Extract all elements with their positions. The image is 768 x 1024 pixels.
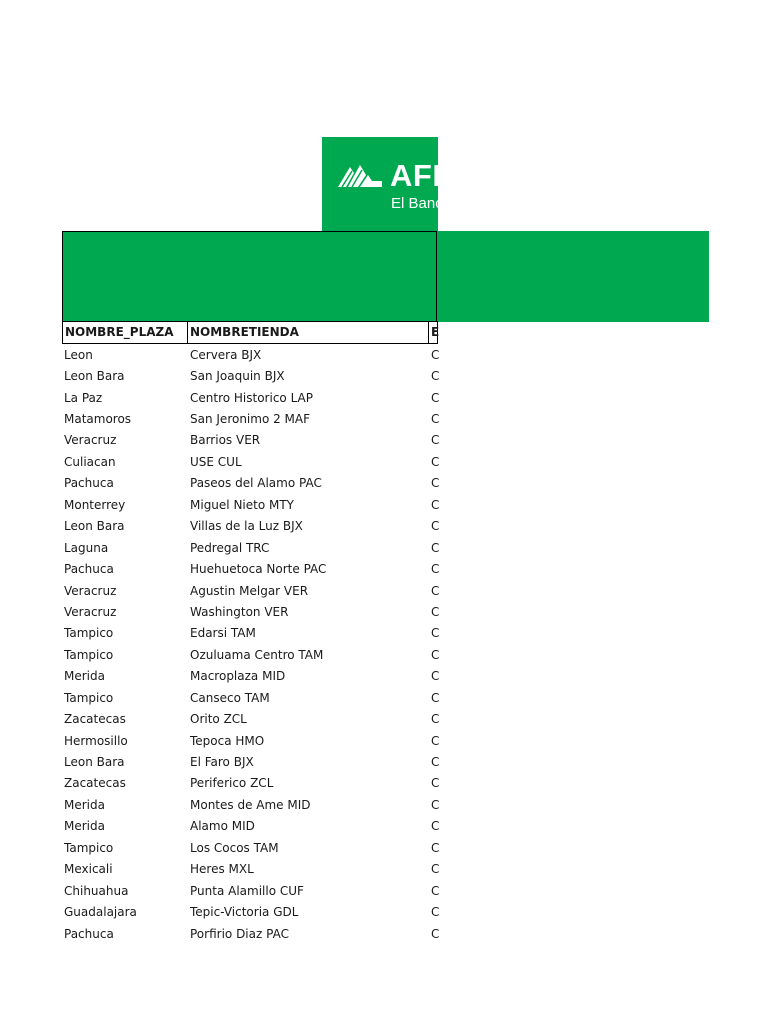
cell-truncated: C — [431, 454, 440, 469]
cell-nombretienda: Washington VER — [190, 604, 289, 619]
column-header-nombretienda: NOMBRETIENDA — [188, 322, 429, 343]
cell-nombretienda: Periferico ZCL — [190, 776, 274, 791]
cell-truncated: C — [431, 776, 440, 791]
table-row — [62, 773, 438, 794]
table-row — [62, 816, 438, 837]
cell-nombre-plaza: Matamoros — [64, 412, 132, 427]
afirme-logo-icon — [336, 159, 384, 189]
cell-nombre-plaza: Merida — [64, 669, 105, 684]
table-row — [62, 730, 438, 751]
cell-nombretienda: Porfirio Diaz PAC — [190, 926, 289, 941]
cell-nombre-plaza: Monterrey — [64, 497, 126, 512]
cell-truncated: C — [431, 883, 440, 898]
cell-nombretienda: Montes de Ame MID — [190, 797, 311, 812]
cell-nombretienda: El Faro BJX — [190, 755, 254, 770]
table-row — [62, 558, 438, 579]
cell-nombretienda: Macroplaza MID — [190, 669, 286, 684]
cell-nombre-plaza: Hermosillo — [64, 733, 128, 748]
cell-nombre-plaza: La Paz — [64, 390, 103, 405]
table-row — [62, 666, 438, 687]
cell-nombretienda: Tepic-Victoria GDL — [190, 905, 299, 920]
table-row — [62, 408, 438, 429]
cell-truncated: C — [431, 862, 440, 877]
table-row — [62, 859, 438, 880]
cell-truncated: C — [431, 626, 440, 641]
cell-truncated: C — [431, 712, 440, 727]
cell-nombretienda: Agustin Melgar VER — [190, 583, 309, 598]
table-row — [62, 837, 438, 858]
cell-truncated: C — [431, 476, 440, 491]
table-row — [62, 516, 438, 537]
cell-truncated: C — [431, 497, 440, 512]
brand-name: AFIRME — [390, 158, 512, 193]
table-row — [62, 880, 438, 901]
cell-nombre-plaza: Veracruz — [64, 604, 117, 619]
brand-logo — [322, 137, 541, 231]
table-row — [62, 365, 438, 386]
table-row — [62, 451, 438, 472]
cell-nombre-plaza: Laguna — [64, 540, 109, 555]
cell-nombre-plaza: Pachuca — [64, 562, 114, 577]
table-row — [62, 430, 438, 451]
cell-nombre-plaza: Leon Bara — [64, 755, 125, 770]
cell-nombretienda: Alamo MID — [190, 819, 255, 834]
cell-nombre-plaza: Veracruz — [64, 583, 117, 598]
table-row — [62, 751, 438, 772]
cell-nombre-plaza: Pachuca — [64, 476, 114, 491]
cell-truncated: C — [431, 604, 440, 619]
table-row — [62, 794, 438, 815]
cell-truncated: C — [431, 433, 440, 448]
cell-truncated: C — [431, 369, 440, 384]
cell-nombretienda: Cervera BJX — [190, 347, 262, 362]
cell-nombre-plaza: Veracruz — [64, 433, 117, 448]
cell-nombretienda: Punta Alamillo CUF — [190, 883, 304, 898]
cell-nombre-plaza: Zacatecas — [64, 712, 126, 727]
cell-nombre-plaza: Tampico — [64, 647, 114, 662]
table-row — [62, 644, 438, 665]
cell-truncated: C — [431, 755, 440, 770]
cell-nombretienda: Huehuetoca Norte PAC — [190, 562, 327, 577]
cell-nombretienda: Miguel Nieto MTY — [190, 497, 295, 512]
cell-nombretienda: USE CUL — [190, 454, 242, 469]
cell-nombretienda: Paseos del Alamo PAC — [190, 476, 322, 491]
table-body — [62, 344, 438, 944]
cell-nombre-plaza: Tampico — [64, 626, 114, 641]
cell-nombretienda: Tepoca HMO — [190, 733, 265, 748]
brand-tagline: El Banco de la Familia — [391, 195, 541, 212]
header-banner-border — [62, 231, 437, 321]
cell-nombretienda: Heres MXL — [190, 862, 254, 877]
cell-nombretienda: San Jeronimo 2 MAF — [190, 412, 311, 427]
cell-truncated: C — [431, 926, 440, 941]
table-row — [62, 901, 438, 922]
cell-truncated: C — [431, 905, 440, 920]
cell-nombre-plaza: Tampico — [64, 690, 114, 705]
table-header — [62, 321, 438, 344]
table-row — [62, 687, 438, 708]
cell-nombretienda: Centro Historico LAP — [190, 390, 313, 405]
cell-truncated: C — [431, 562, 440, 577]
cell-truncated: C — [431, 797, 440, 812]
table-row — [62, 537, 438, 558]
cell-nombretienda: Ozuluama Centro TAM — [190, 647, 324, 662]
cell-nombre-plaza: Leon Bara — [64, 369, 125, 384]
cell-truncated: C — [431, 347, 440, 362]
cell-nombretienda: Villas de la Luz BJX — [190, 519, 303, 534]
cell-nombre-plaza: Culiacan — [64, 454, 116, 469]
cell-nombre-plaza: Chihuahua — [64, 883, 129, 898]
table-row — [62, 344, 438, 365]
table-row — [62, 708, 438, 729]
cell-nombre-plaza: Merida — [64, 797, 105, 812]
cell-nombre-plaza: Leon Bara — [64, 519, 125, 534]
cell-nombretienda: Los Cocos TAM — [190, 840, 279, 855]
cell-truncated: C — [431, 819, 440, 834]
table-row — [62, 623, 438, 644]
cell-nombre-plaza: Guadalajara — [64, 905, 137, 920]
cell-truncated: C — [431, 647, 440, 662]
cell-nombretienda: Edarsi TAM — [190, 626, 256, 641]
cell-nombretienda: San Joaquin BJX — [190, 369, 285, 384]
cell-truncated: C — [431, 690, 440, 705]
table-row — [62, 580, 438, 601]
cell-truncated: C — [431, 669, 440, 684]
column-header-nombre-plaza: NOMBRE_PLAZA — [63, 322, 188, 343]
spreadsheet-table — [62, 321, 438, 944]
cell-truncated: C — [431, 519, 440, 534]
cell-nombre-plaza: Tampico — [64, 840, 114, 855]
cell-nombretienda: Canseco TAM — [190, 690, 270, 705]
cell-truncated: C — [431, 540, 440, 555]
table-row — [62, 494, 438, 515]
table-row — [62, 387, 438, 408]
cell-nombretienda: Orito ZCL — [190, 712, 247, 727]
column-header-truncated: E — [431, 325, 440, 339]
cell-nombre-plaza: Pachuca — [64, 926, 114, 941]
table-row — [62, 473, 438, 494]
cell-nombre-plaza: Zacatecas — [64, 776, 126, 791]
cell-nombre-plaza: Mexicali — [64, 862, 113, 877]
cell-nombretienda: Pedregal TRC — [190, 540, 270, 555]
table-row — [62, 923, 438, 944]
cell-truncated: C — [431, 390, 440, 405]
cell-truncated: C — [431, 733, 440, 748]
cell-nombre-plaza: Leon — [64, 347, 93, 362]
table-row — [62, 601, 438, 622]
cell-nombretienda: Barrios VER — [190, 433, 261, 448]
cell-truncated: C — [431, 840, 440, 855]
cell-truncated: C — [431, 412, 440, 427]
cell-nombre-plaza: Merida — [64, 819, 105, 834]
cell-truncated: C — [431, 583, 440, 598]
